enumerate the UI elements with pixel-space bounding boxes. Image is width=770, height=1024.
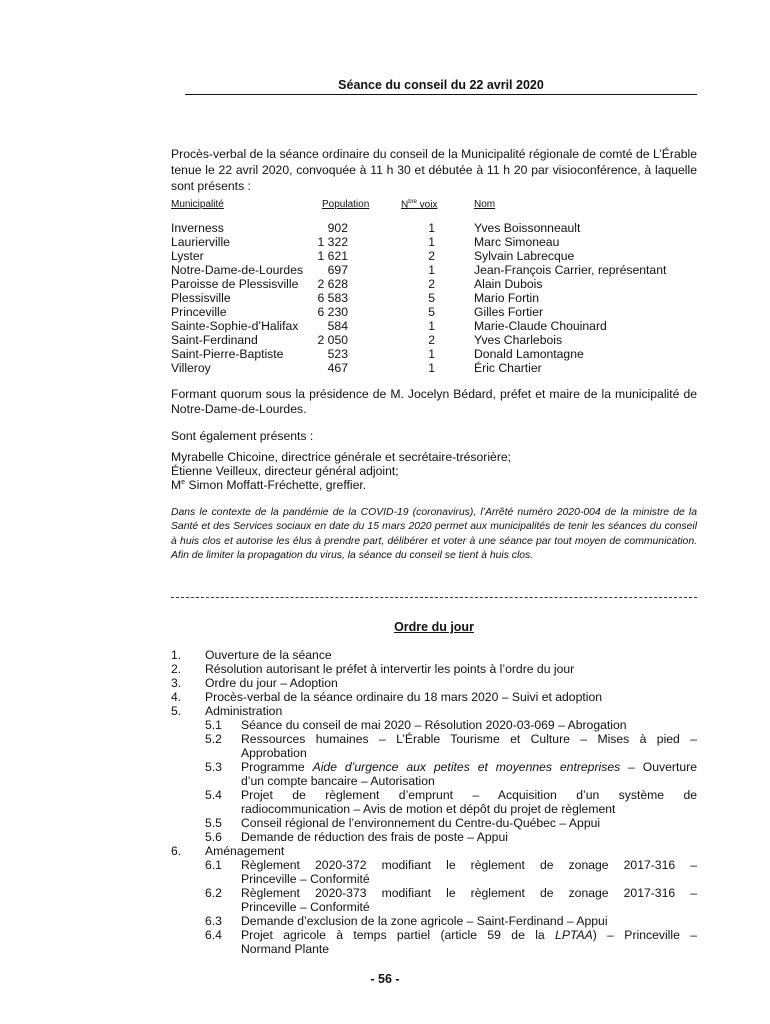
municipality-cell: Saint-Ferdinand — [171, 333, 258, 347]
votes-cell: 2 — [428, 333, 435, 347]
page-number: - 56 - — [370, 972, 400, 986]
agenda-item-number: 2. — [171, 662, 182, 676]
municipality-cell: Paroisse de Plessisville — [171, 277, 299, 291]
name-cell: Mario Fortin — [474, 291, 540, 305]
table-row — [0, 291, 770, 305]
agenda-subitem-continuation: Normand Plante — [241, 942, 330, 956]
agenda-subitem: Règlement 2020-373 modifiant le règlement de zonage 2017-316 – — [241, 886, 697, 900]
table-row — [0, 361, 770, 375]
municipality-cell: Plessisville — [171, 291, 231, 305]
agenda-subitem-continuation: Princeville – Conformité — [241, 900, 370, 914]
municipality-cell: Villeroy — [171, 361, 211, 375]
agenda-subitem-number: 5.4 — [205, 788, 222, 802]
agenda-subitem-number: 5.1 — [205, 718, 222, 732]
table-row — [0, 221, 770, 235]
municipality-cell: Princeville — [171, 305, 227, 319]
agenda-subitem-number: 6.3 — [205, 914, 222, 928]
name-cell: Alain Dubois — [474, 277, 543, 291]
agenda-subitem: Programme Aide d’urgence aux petites et moyennes entreprises – Ouverture — [241, 760, 697, 774]
agenda-item: Aménagement — [205, 844, 285, 858]
table-row — [0, 333, 770, 347]
column-header-name: Nom — [474, 199, 496, 210]
agenda-item-number: 1. — [171, 648, 182, 662]
agenda-item: Procès-verbal de la séance ordinaire du 18 mars 2020 – Suivi et adoption — [205, 690, 603, 704]
population-cell: 584 — [327, 319, 348, 333]
agenda-subitem-continuation: radiocommunication – Avis de motion et dépôt du projet de règlement — [241, 802, 616, 816]
table-row — [0, 263, 770, 277]
votes-cell: 5 — [428, 305, 435, 319]
municipality-cell: Notre-Dame-de-Lourdes — [171, 263, 304, 277]
votes-cell: 1 — [428, 347, 435, 361]
agenda-item-number: 3. — [171, 676, 182, 690]
agenda-item-number: 6. — [171, 844, 182, 858]
agenda-subitem-continuation: Approbation — [241, 746, 307, 760]
table-row — [0, 319, 770, 333]
page-title: Séance du conseil du 22 avril 2020 — [338, 78, 544, 92]
municipality-cell: Inverness — [171, 221, 224, 235]
agenda-title: Ordre du jour — [394, 620, 474, 634]
agenda-subitem-number: 5.5 — [205, 816, 222, 830]
votes-cell: 1 — [428, 319, 435, 333]
also-present-person: Étienne Veilleux, directeur général adjoint; — [171, 464, 399, 478]
name-cell: Sylvain Labrecque — [474, 249, 575, 263]
population-cell: 2 628 — [317, 277, 348, 291]
table-row — [0, 347, 770, 361]
name-cell: Gilles Fortier — [474, 305, 544, 319]
votes-cell: 1 — [428, 235, 435, 249]
population-cell: 6 230 — [317, 305, 348, 319]
agenda-subitem-number: 5.6 — [205, 830, 222, 844]
intro-paragraph: Procès-verbal de la séance ordinaire du conseil de la Municipalité régionale de comté de L’Érable tenue le 22 avril 2020, convoquée à 11 h 30 et débutée à 11 h 20 par visioconférence, à laquelle sont présents : — [171, 147, 697, 193]
population-cell: 902 — [327, 221, 348, 235]
agenda-item: Ouverture de la séance — [205, 648, 332, 662]
name-cell: Yves Boissonneault — [474, 221, 581, 235]
column-header-population: Population — [322, 199, 370, 210]
name-cell: Donald Lamontagne — [474, 347, 584, 361]
name-cell: Marie-Claude Chouinard — [474, 319, 607, 333]
municipality-cell: Lyster — [171, 249, 204, 263]
table-row — [0, 235, 770, 249]
municipality-cell: Sainte-Sophie-d’Halifax — [171, 319, 299, 333]
agenda-subitem: Demande de réduction des frais de poste – Appui — [241, 830, 508, 844]
table-row — [0, 249, 770, 263]
population-cell: 6 583 — [317, 291, 348, 305]
header-divider — [185, 94, 697, 95]
population-cell: 467 — [327, 361, 348, 375]
agenda-item: Ordre du jour – Adoption — [205, 676, 338, 690]
agenda-subitem: Séance du conseil de mai 2020 – Résolution 2020-03-069 – Abrogation — [241, 718, 627, 732]
agenda-item-number: 4. — [171, 690, 182, 704]
population-cell: 1 322 — [317, 235, 348, 249]
agenda-subitem: Projet de règlement d’emprunt – Acquisition d’un système de — [241, 788, 697, 802]
votes-cell: 2 — [428, 249, 435, 263]
column-header-municipality: Municipalité — [171, 199, 224, 210]
agenda-item: Administration — [205, 704, 283, 718]
municipality-cell: Laurierville — [171, 235, 230, 249]
table-row — [0, 305, 770, 319]
votes-cell: 1 — [428, 221, 435, 235]
agenda-subitem: Projet agricole à temps partiel (article 59 de la LPTAA) – Princeville – — [241, 928, 697, 942]
population-cell: 2 050 — [317, 333, 348, 347]
population-cell: 697 — [327, 263, 348, 277]
agenda-subitem-number: 5.2 — [205, 732, 222, 746]
votes-cell: 1 — [428, 361, 435, 375]
name-cell: Marc Simoneau — [474, 235, 560, 249]
column-header-votes: $N^{bre}$ voix — [401, 199, 438, 211]
agenda-subitem-number: 6.1 — [205, 858, 222, 872]
name-cell: Yves Charlebois — [474, 333, 563, 347]
agenda-subitem: Conseil régional de l’environnement du Centre-du-Québec – Appui — [241, 816, 601, 830]
agenda-subitem-number: 5.3 — [205, 760, 222, 774]
also-present-heading: Sont également présents : — [171, 429, 314, 443]
quorum-paragraph: Formant quorum sous la présidence de M. Jocelyn Bédard, préfet et maire de la municipalité de Notre-Dame-de-Lourdes. — [171, 387, 697, 416]
agenda-subitem: Ressources humaines – L’Érable Tourisme et Culture – Mises à pied – — [241, 732, 697, 746]
agenda-item-number: 5. — [171, 704, 182, 718]
also-present-person: Myrabelle Chicoine, directrice générale et secrétaire-trésorière; — [171, 450, 512, 464]
votes-cell: 1 — [428, 263, 435, 277]
also-present-person: Me Simon Moffatt-Fréchette, greffier. — [171, 478, 367, 492]
votes-cell: 2 — [428, 277, 435, 291]
population-cell: 523 — [327, 347, 348, 361]
agenda-subitem: Règlement 2020-372 modifiant le règlement de zonage 2017-316 – — [241, 858, 697, 872]
agenda-subitem-continuation: d’un compte bancaire – Autorisation — [241, 774, 435, 788]
agenda-subitem: Demande d’exclusion de la zone agricole – Saint-Ferdinand – Appui — [241, 914, 608, 928]
name-cell: Jean-François Carrier, représentant — [474, 263, 667, 277]
agenda-subitem-number: 6.2 — [205, 886, 222, 900]
population-cell: 1 621 — [317, 249, 348, 263]
agenda-subitem-continuation: Princeville – Conformité — [241, 872, 370, 886]
agenda-subitem-number: 6.4 — [205, 928, 222, 942]
agenda-item: Résolution autorisant le préfet à intervertir les points à l’ordre du jour — [205, 662, 575, 676]
covid-note: Dans le contexte de la pandémie de la COVID-19 (coronavirus), l’Arrêté numéro 2020-004 de la ministre de la Santé et des Services sociaux en date du 15 mars 2020 permet aux municipalités de tenir les séances du conseil à huis clos et autorise les élus à prendre part, délibérer et voter à une séance par tout moyen de communication. Afin de limiter la propagation du virus, la séance du conseil se tient à huis clos. — [171, 507, 697, 562]
municipality-cell: Saint-Pierre-Baptiste — [171, 347, 284, 361]
table-row — [0, 277, 770, 291]
votes-cell: 5 — [428, 291, 435, 305]
name-cell: Éric Chartier — [474, 361, 542, 375]
section-divider — [171, 597, 697, 598]
